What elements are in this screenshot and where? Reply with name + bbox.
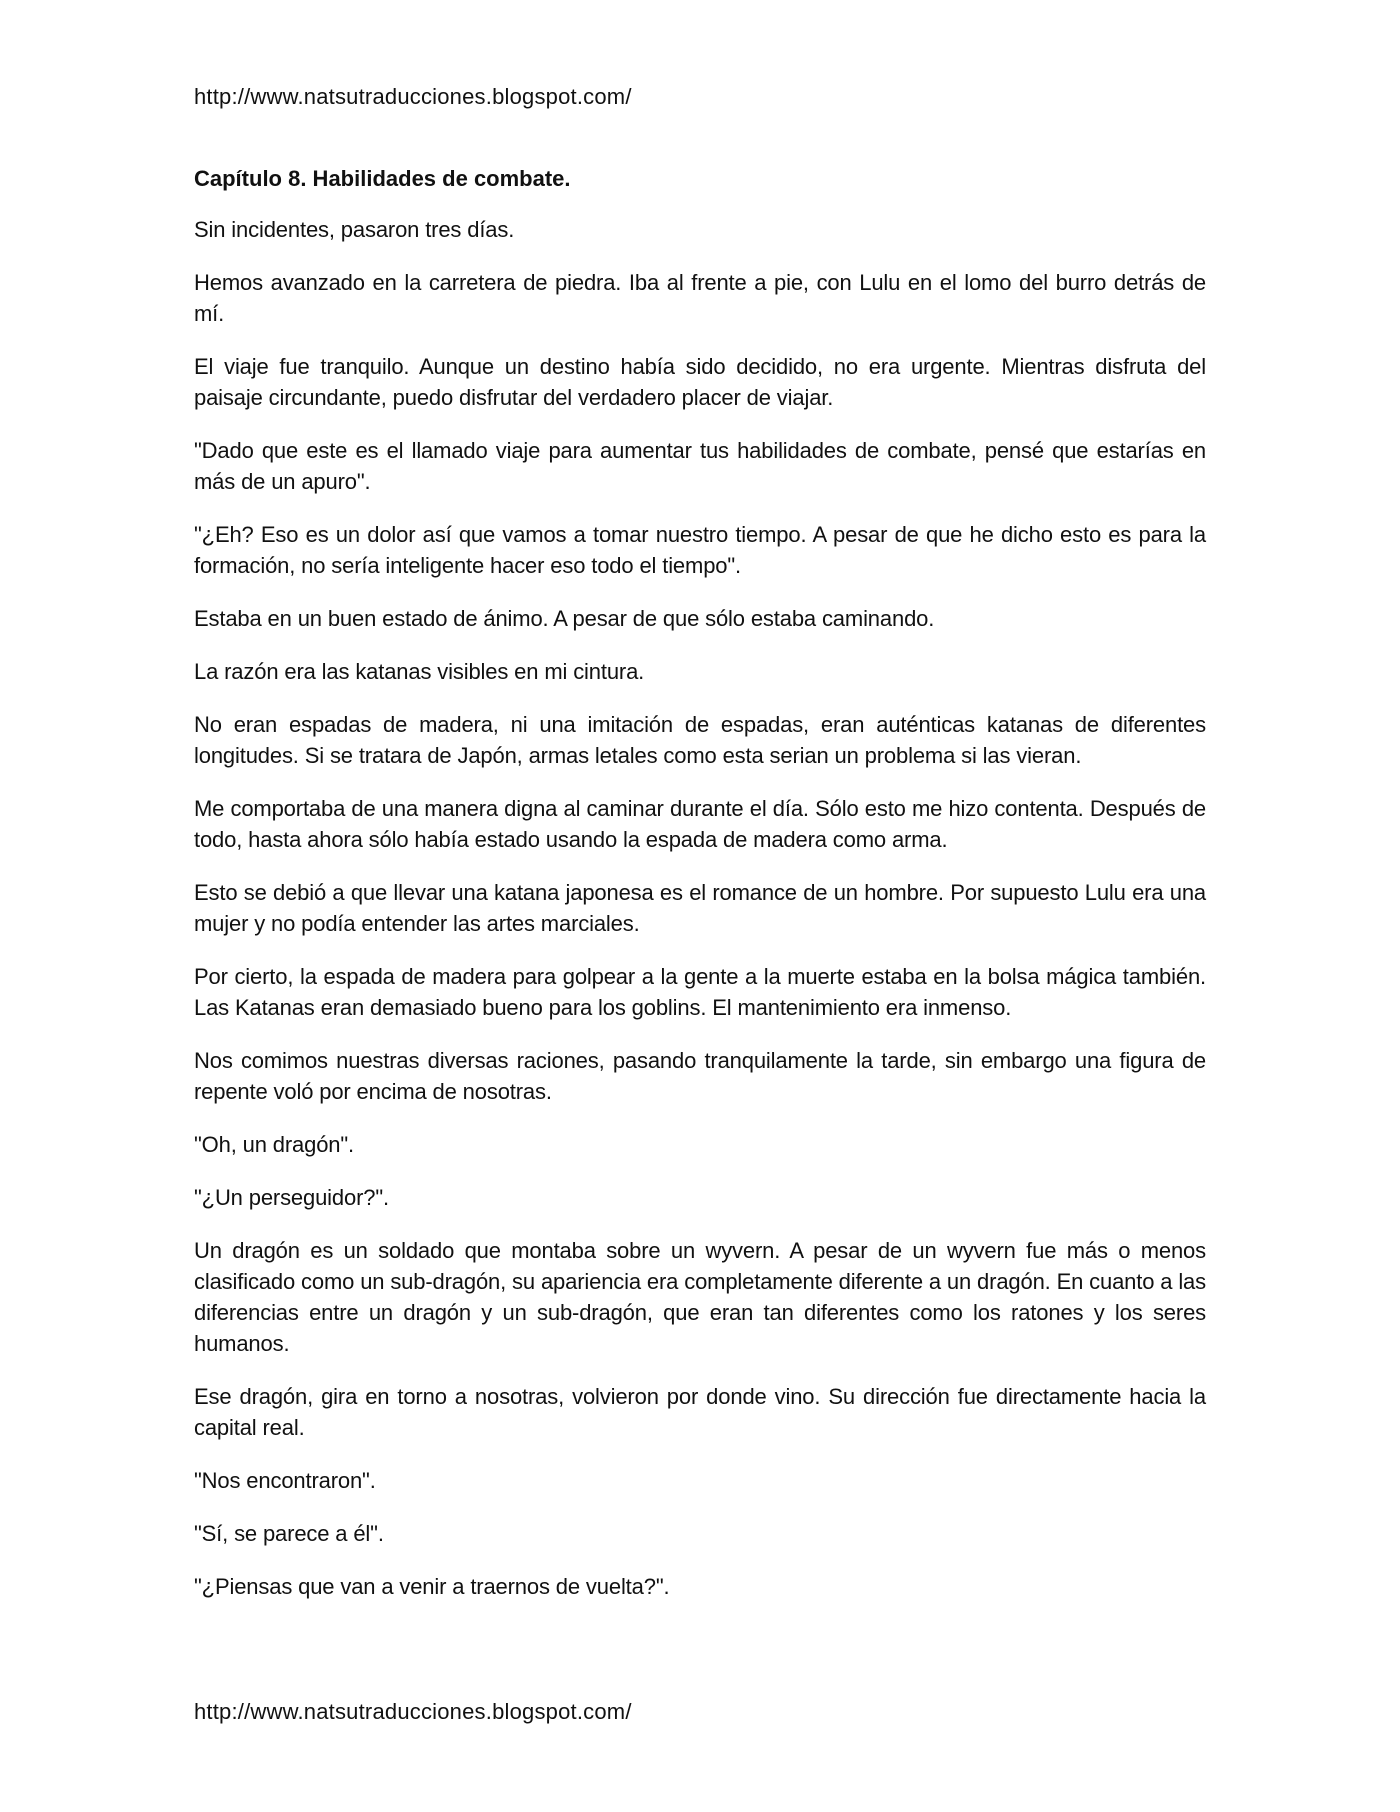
header-url: http://www.natsutraducciones.blogspot.com/	[194, 84, 632, 109]
paragraph-14: "¿Un perseguidor?".	[194, 1185, 389, 1210]
paragraph-6: Estaba en un buen estado de ánimo. A pesar de que sólo estaba caminando.	[194, 606, 935, 631]
paragraph-13: "Oh, un dragón".	[194, 1132, 354, 1157]
paragraph-16: Ese dragón, gira en torno a nosotras, volvieron por donde vino. Su dirección fue directamente hacia la capital real.	[194, 1384, 1206, 1440]
footer-url: http://www.natsutraducciones.blogspot.com/	[194, 1699, 632, 1724]
paragraph-11: Por cierto, la espada de madera para golpear a la gente a la muerte estaba en la bolsa mágica también. Las Katanas eran demasiado bueno para los goblins. El mantenimiento era inmenso.	[194, 964, 1206, 1020]
paragraph-19: "¿Piensas que van a venir a traernos de vuelta?".	[194, 1574, 670, 1599]
paragraph-15: Un dragón es un soldado que montaba sobre un wyvern. A pesar de un wyvern fue más o menos clasificado como un sub-dragón, su apariencia era completamente diferente a un dragón. En cuanto a las diferencias entre un dragón y un sub-dragón, que eran tan diferentes como los ratones y los seres humanos.	[194, 1238, 1206, 1356]
paragraph-7: La razón era las katanas visibles en mi cintura.	[194, 659, 645, 684]
paragraph-17: "Nos encontraron".	[194, 1468, 376, 1493]
paragraph-9: Me comportaba de una manera digna al caminar durante el día. Sólo esto me hizo contenta. Después de todo, hasta ahora sólo había estado usando la espada de madera como arma.	[194, 796, 1206, 852]
paragraph-8: No eran espadas de madera, ni una imitación de espadas, eran auténticas katanas de diferentes longitudes. Si se tratara de Japón, armas letales como esta serian un problema si las vieran.	[194, 712, 1206, 768]
paragraph-10: Esto se debió a que llevar una katana japonesa es el romance de un hombre. Por supuesto Lulu era una mujer y no podía entender las artes marciales.	[194, 880, 1206, 936]
chapter-title: Capítulo 8. Habilidades de combate.	[194, 166, 571, 191]
paragraph-18: "Sí, se parece a él".	[194, 1521, 384, 1546]
paragraph-12: Nos comimos nuestras diversas raciones, pasando tranquilamente la tarde, sin embargo una figura de repente voló por encima de nosotras.	[194, 1048, 1206, 1104]
paragraph-1: Sin incidentes, pasaron tres días.	[194, 217, 515, 242]
document-page	[194, 0, 1206, 1812]
chapter-body	[194, 164, 1206, 1624]
paragraph-3: El viaje fue tranquilo. Aunque un destino había sido decidido, no era urgente. Mientras disfruta del paisaje circundante, puedo disfrutar del verdadero placer de viajar.	[194, 354, 1206, 410]
paragraph-5: "¿Eh? Eso es un dolor así que vamos a tomar nuestro tiempo. A pesar de que he dicho esto es para la formación, no sería inteligente hacer eso todo el tiempo".	[194, 522, 1206, 578]
paragraph-4: "Dado que este es el llamado viaje para aumentar tus habilidades de combate, pensé que estarías en más de un apuro".	[194, 438, 1206, 494]
paragraph-2: Hemos avanzado en la carretera de piedra. Iba al frente a pie, con Lulu en el lomo del burro detrás de mí.	[194, 270, 1206, 326]
